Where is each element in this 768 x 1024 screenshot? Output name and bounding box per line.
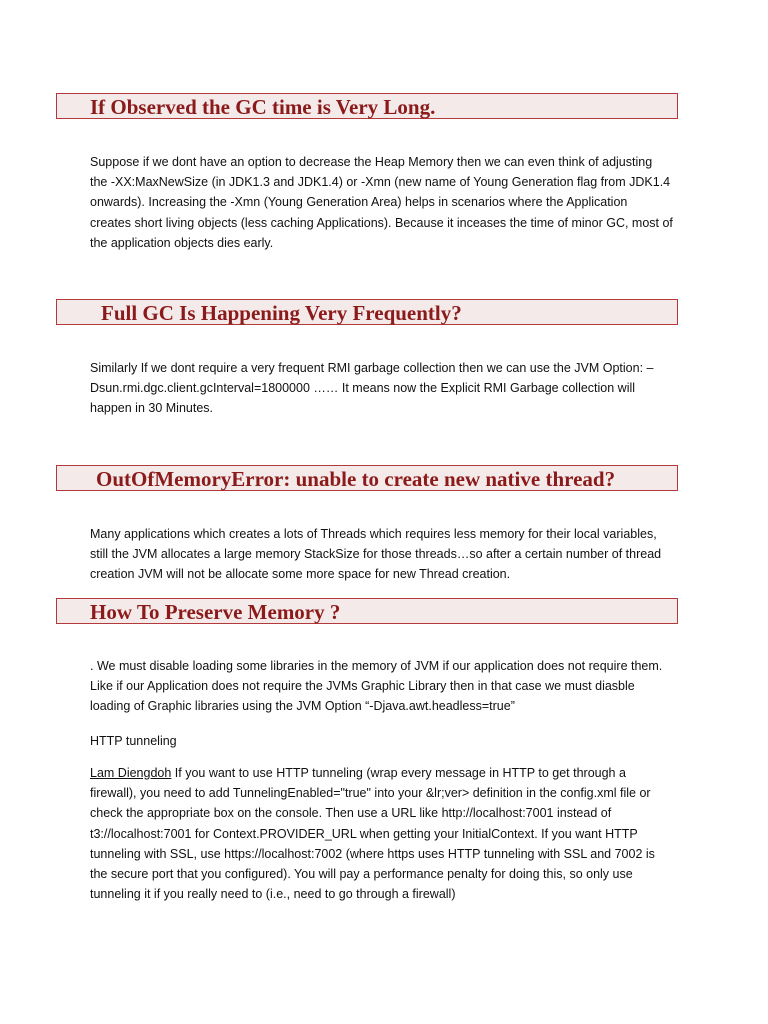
paragraph-line: Like if our Application does not require the JVMs Graphic Library then in that case we must diasble: [90, 679, 635, 694]
section-paragraph-oom-native-thread: [90, 524, 690, 585]
http-tunneling-title-text: HTTP tunneling: [90, 734, 177, 748]
paragraph-line: creates short living objects (less caching Applications). Because it inceases the time of minor GC, most of: [90, 215, 673, 230]
paragraph-line: check the appropriate box on the console. Then use a URL like http://localhost:7001 instead of: [90, 806, 612, 821]
paragraph-line: creation JVM will not be allocate some more space for new Thread creation.: [90, 567, 511, 582]
paragraph-line: . We must disable loading some libraries in the memory of JVM if our application does not require them.: [90, 659, 663, 673]
paragraph-line: Suppose if we dont have an option to decrease the Heap Memory then we can even think of adjusting: [90, 155, 653, 169]
section-paragraph-preserve-memory: [90, 656, 690, 717]
paragraph-line: tunneling with SSL, use https://localhost:7002 (where https uses HTTP tunneling with SSL and 7002 is: [90, 846, 655, 861]
paragraph-line: happen in 30 Minutes.: [90, 401, 214, 416]
paragraph-line: Similarly If we dont require a very frequent RMI garbage collection then we can use the JVM Option: –: [90, 361, 654, 375]
paragraph-line: the secure port that you configured). You will pay a performance penalty for doing this, so only use: [90, 867, 633, 882]
paragraph-line: still the JVM allocates a large memory StackSize for those threads…so after a certain number of thread: [90, 547, 662, 562]
paragraph-line: firewall), you need to add TunnelingEnabled="true" into your &lr;ver> definition in the config.xml file or: [90, 786, 651, 801]
http-tunneling-title: [90, 731, 690, 751]
paragraph-line-text: If you want to use HTTP tunneling (wrap every message in HTTP to get through a: [171, 766, 626, 780]
paragraph-line: Many applications which creates a lots of Threads which requires less memory for their local variables,: [90, 527, 657, 541]
section-heading-text: Full GC Is Happening Very Frequently?: [101, 301, 462, 325]
author-link[interactable]: Lam Diengdoh: [90, 766, 172, 780]
http-tunneling-paragraph: [90, 763, 690, 904]
paragraph-line: onwards). Increasing the -Xmn (Young Generation Area) helps in scenarios where the Application: [90, 195, 628, 210]
section-paragraph-full-gc: [90, 358, 690, 419]
section-heading-preserve-memory: [56, 598, 678, 624]
paragraph-line: the application objects dies early.: [90, 235, 274, 250]
paragraph-line: t3://localhost:7001 for Context.PROVIDER_URL when getting your InitialContext. If you want HTTP: [90, 826, 638, 841]
section-heading-text: How To Preserve Memory ?: [90, 600, 341, 624]
section-heading-oom-native-thread: [56, 465, 678, 491]
paragraph-line: [90, 763, 690, 783]
section-paragraph-gc-time: [90, 152, 690, 253]
paragraph-line: Dsun.rmi.dgc.client.gcInterval=1800000 …… It means now the Explicit RMI Garbage collection will: [90, 381, 636, 396]
section-heading-text: If Observed the GC time is Very Long.: [90, 95, 436, 119]
paragraph-line: tunneling it if you really need to (i.e., need to go through a firewall): [90, 887, 456, 902]
paragraph-line: loading of Graphic libraries using the JVM Option “-Djava.awt.headless=true”: [90, 699, 515, 714]
paragraph-line: the -XX:MaxNewSize (in JDK1.3 and JDK1.4) or -Xmn (new name of Young Generation flag from JDK1.4: [90, 175, 671, 190]
section-heading-gc-time: [56, 93, 678, 119]
section-heading-text: OutOfMemoryError: unable to create new native thread?: [96, 467, 616, 491]
section-heading-full-gc: [56, 299, 678, 325]
